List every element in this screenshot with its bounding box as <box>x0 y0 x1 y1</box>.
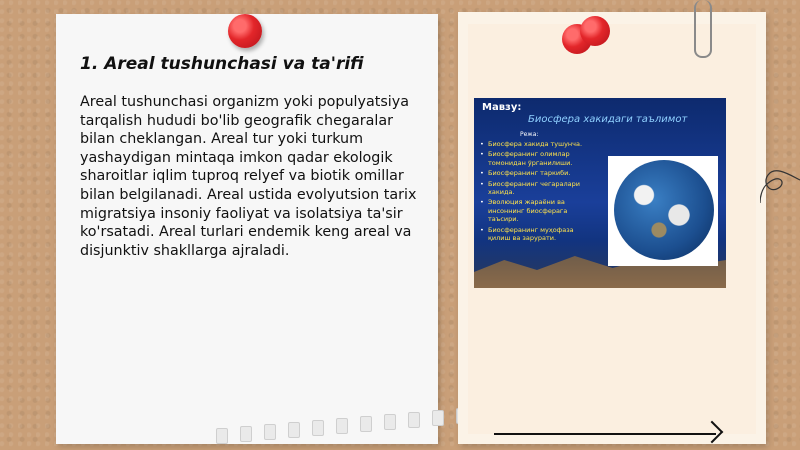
binder-hole <box>408 412 420 428</box>
earth-image-frame <box>608 156 718 266</box>
arrow-right-icon <box>494 433 716 435</box>
slide-bullet: • Биосферанинг муҳофаза қилиш ва зарурати. <box>480 226 598 243</box>
binder-hole <box>264 424 276 440</box>
page-title: 1. Areal tushunchasi va ta'rifi <box>80 54 364 74</box>
paper-clip-icon <box>694 0 712 58</box>
binder-holes <box>216 404 496 444</box>
slide-bullet: • Биосферанинг олимлар томонидан ўрганилиши. <box>480 150 598 167</box>
binder-hole <box>288 422 300 438</box>
push-pin-icon <box>228 14 262 48</box>
slide-image <box>474 98 726 288</box>
slide-topic-label: Мавзу: <box>482 102 522 113</box>
binder-hole <box>216 428 228 444</box>
binder-hole <box>432 410 444 426</box>
earth-globe-image <box>614 160 714 260</box>
slide-bullet: • Биосферанинг таркиби. <box>480 169 598 177</box>
binder-hole <box>312 420 324 436</box>
squiggle-decoration <box>760 155 800 205</box>
binder-hole <box>240 426 252 442</box>
slide-bullet: • Эволюция жараёни ва инсоннинг биосферага таъсири. <box>480 198 598 223</box>
slide-title: Биосфера хакидаги таълимот <box>528 114 688 125</box>
binder-hole <box>384 414 396 430</box>
slide-subtitle: Режа: <box>520 131 539 138</box>
push-pin-icon <box>580 16 610 46</box>
binder-hole <box>360 416 372 432</box>
body-paragraph: Areal tushunchasi organizm yoki populyatsiya tarqalish hududi bo'lib geografik chegaralar bilan cheklangan. Areal tur yoki turkum yashaydigan mintaqa imkon qadar ekologik sharoitlar iqlim tuproq relyef va biotik omillar bilan belgilanadi. Areal ustida evolyutsion tarix migratsiya insoniy faoliyat va isolatsiya ta'sir ko'rsatadi. Areal turlari endemik keng areal va disjunktiv shakllarga ajraladi. <box>80 94 417 259</box>
slide-bullet-list <box>480 140 598 244</box>
slide-bullet: • Биосферанинг чегаралари хакида. <box>480 180 598 197</box>
slide-bullet: • Биосфера хакида тушунча. <box>480 140 598 148</box>
binder-hole <box>336 418 348 434</box>
